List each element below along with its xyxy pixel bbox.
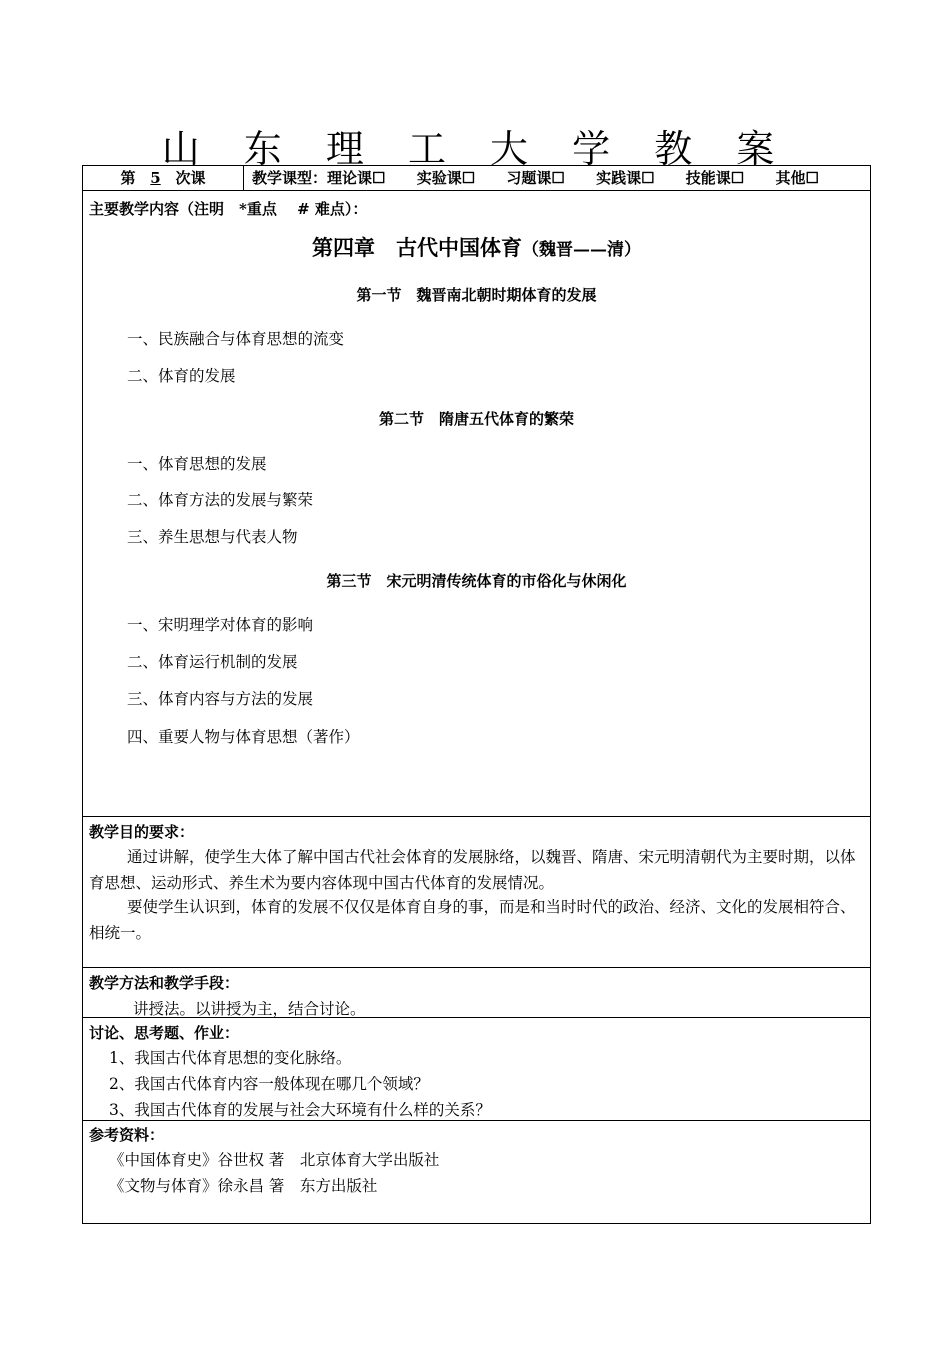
section-title: 第三节 宋元明清传统体育的市俗化与休闲化 (326, 572, 627, 590)
section-title: 第二节 隋唐五代体育的繁荣 (378, 410, 574, 428)
list-item: 二、体育运行机制的发展 (127, 653, 298, 671)
lesson-number: 5 (150, 169, 161, 187)
list-item: 二、体育的发展 (127, 367, 236, 385)
discussion-label: 讨论、思考题、作业： (89, 1024, 240, 1042)
list-item: 一、宋明理学对体育的影响 (127, 616, 314, 634)
list-item: 三、体育内容与方法的发展 (127, 690, 314, 708)
document-title: 山 东 理 工 大 学 教 案 (161, 127, 791, 171)
objectives-label: 教学目的要求： (89, 823, 195, 841)
reference-item: 《中国体育史》谷世权 著 北京体育大学出版社 (109, 1151, 440, 1169)
list-item: 一、民族融合与体育思想的流变 (127, 330, 345, 348)
list-item: 四、重要人物与体育思想（著作） (127, 728, 360, 746)
divider (83, 190, 870, 191)
course-type-practice-checkbox[interactable]: 实践课☐ (596, 169, 655, 187)
chapter-title-sub: （魏晋——清） (522, 240, 641, 260)
list-item: 一、体育思想的发展 (127, 455, 267, 473)
divider (83, 1017, 870, 1018)
header-row (83, 166, 870, 190)
objectives-paragraph: 要使学生认识到，体育的发展不仅仅是体育自身的事，而是和当时时代的政治、经济、文化的发展相符合、相统一。 (89, 898, 856, 942)
methods-label: 教学方法和教学手段： (89, 974, 240, 992)
list-item: 三、养生思想与代表人物 (127, 528, 298, 546)
course-type-theory-checkbox[interactable]: 教学课型：理论课☐ (252, 169, 386, 187)
chapter-title (83, 232, 870, 262)
lesson-plan-table (82, 165, 871, 1224)
main-content-label: 主要教学内容（注明 *重点 # 难点）： (89, 200, 368, 218)
lesson-suffix: 次课 (175, 169, 206, 187)
methods-text: 讲授法。以讲授为主，结合讨论。 (133, 1000, 366, 1018)
course-type-skill-checkbox[interactable]: 技能课☐ (685, 169, 745, 187)
course-type-lab-checkbox[interactable]: 实验课☐ (416, 169, 476, 187)
list-item: 二、体育方法的发展与繁荣 (127, 491, 314, 509)
divider (83, 1120, 870, 1121)
reference-item: 《文物与体育》徐永昌 箸 东方出版社 (109, 1177, 378, 1195)
discussion-item: 3、我国古代体育的发展与社会大环境有什么样的关系？ (109, 1101, 491, 1119)
chapter-title-main: 第四章 古代中国体育 (312, 235, 522, 260)
objectives-paragraph: 通过讲解，使学生大体了解中国古代社会体育的发展脉络，以魏晋、隋唐、宋元明清朝代为主要时期，以体育思想、运动形式、养生术为要内容体现中国古代体育的发展情况。 (89, 848, 856, 892)
course-type-other-checkbox[interactable]: 其他☐ (775, 169, 819, 187)
course-type-cell (244, 166, 870, 190)
lesson-prefix: 第 (120, 169, 136, 187)
discussion-item: 1、我国古代体育思想的变化脉络。 (109, 1049, 352, 1067)
divider (83, 816, 870, 817)
lesson-number-cell (83, 166, 244, 190)
discussion-item: 2、我国古代体育内容一般体现在哪几个领域？ (109, 1075, 429, 1093)
course-type-exercise-checkbox[interactable]: 习题课☐ (506, 169, 565, 187)
references-label: 参考资料： (89, 1126, 165, 1144)
divider (83, 967, 870, 968)
section-title: 第一节 魏晋南北朝时期体育的发展 (356, 286, 597, 304)
